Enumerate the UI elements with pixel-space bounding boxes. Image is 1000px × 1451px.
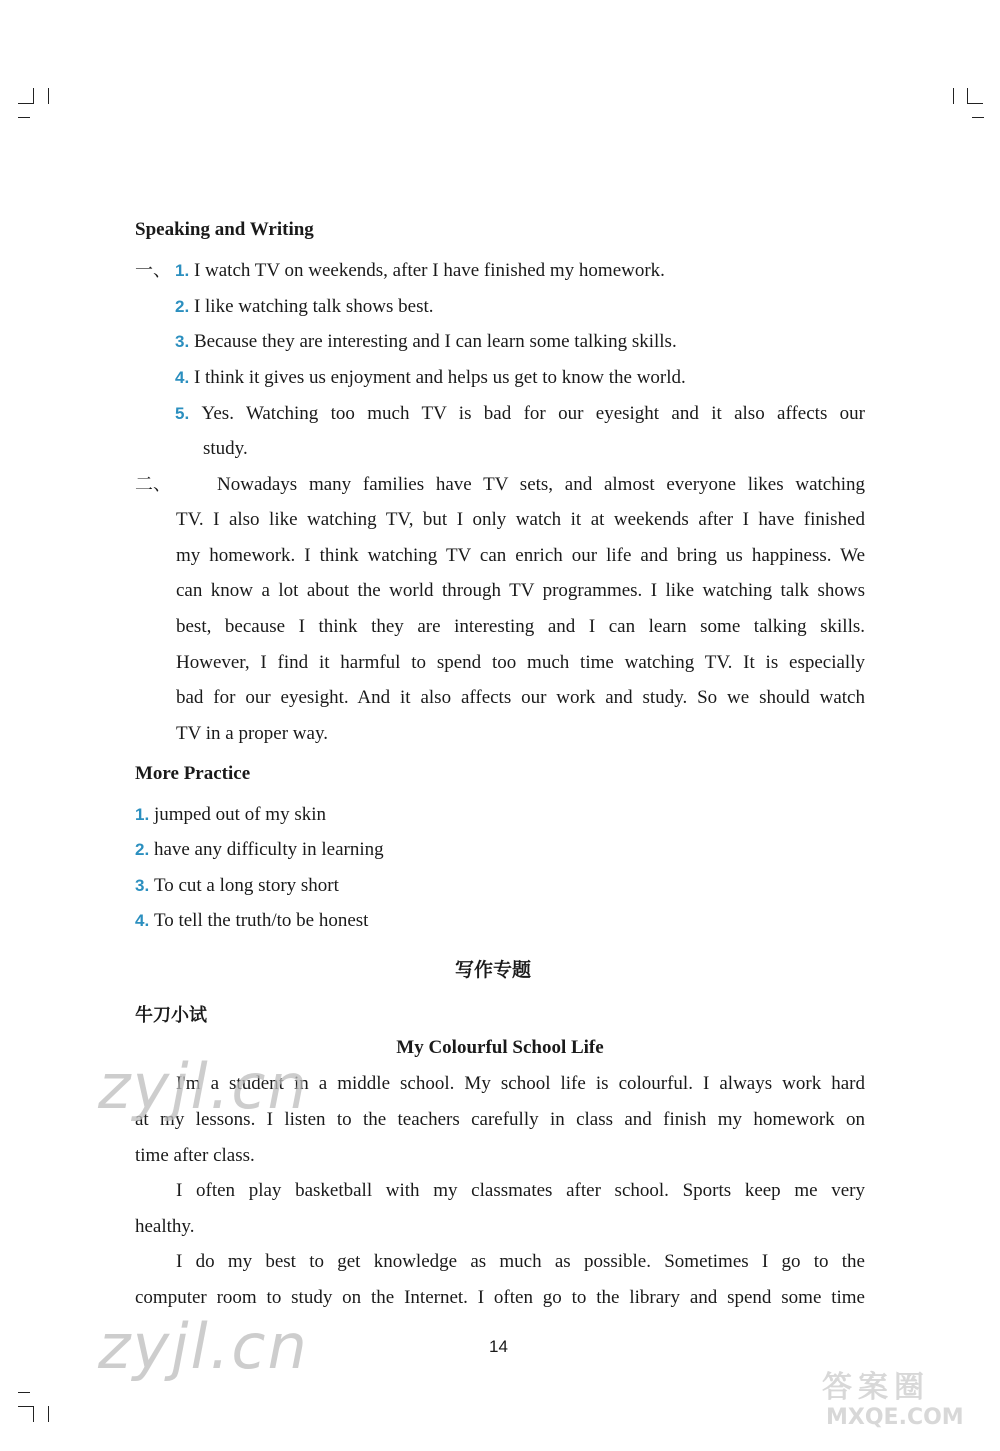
paragraph-line: TV in a proper way.	[176, 723, 328, 744]
paragraph-line: bad for our eyesight. And it also affects our work and study. So we should watch	[176, 687, 865, 708]
paragraph-line: can know a lot about the world through TV programmes. I like watching talk shows	[176, 580, 865, 601]
list-item: 3. To cut a long story short	[135, 875, 339, 896]
part-marker-1: 一、	[135, 260, 171, 281]
paragraph-line: TV. I also like watching TV, but I only watch it at weekends after I have finished	[176, 509, 865, 530]
crop-mark	[18, 103, 34, 104]
crop-mark	[48, 1406, 49, 1422]
crop-mark	[953, 88, 954, 104]
list-item: 4. I think it gives us enjoyment and helps us get to know the world.	[175, 367, 686, 388]
essay-line: I do my best to get knowledge as much as possible. Sometimes I go to the	[176, 1251, 865, 1272]
paragraph-line: Nowadays many families have TV sets, and almost everyone likes watching	[217, 474, 865, 495]
essay-title: My Colourful School Life	[396, 1037, 604, 1058]
crop-mark	[18, 1392, 30, 1393]
list-item: 3. Because they are interesting and I can learn some talking skills.	[175, 331, 677, 352]
crop-mark	[967, 103, 983, 104]
paragraph-line: my homework. I think watching TV can enrich our life and bring us happiness. We	[176, 545, 865, 566]
list-item: 2. I like watching talk shows best.	[175, 296, 434, 317]
watermark-corner-logo: 答案圈	[822, 1370, 930, 1405]
watermark-corner-url: MXQE.COM	[826, 1405, 964, 1430]
crop-mark	[48, 88, 49, 104]
crop-mark	[33, 1406, 34, 1422]
crop-mark	[972, 117, 984, 118]
essay-line: at my lessons. I listen to the teachers carefully in class and finish my homework on	[135, 1109, 865, 1130]
section-title-writing: 写作专题	[455, 959, 532, 981]
list-item: 1. I watch TV on weekends, after I have finished my homework.	[175, 260, 665, 281]
essay-line: I'm a student in a middle school. My school life is colourful. I always work hard	[176, 1073, 865, 1094]
crop-mark	[33, 88, 34, 104]
watermark-zyjl: zyjl.cn	[98, 1050, 309, 1123]
part-marker-2: 二、	[135, 474, 171, 495]
essay-line: computer room to study on the Internet. I often go to the library and spend some time	[135, 1287, 865, 1308]
section-title-speaking-writing: Speaking and Writing	[135, 219, 314, 240]
list-item: 1. jumped out of my skin	[135, 804, 326, 825]
section-title-more-practice: More Practice	[135, 763, 251, 784]
crop-mark	[18, 1406, 34, 1407]
crop-mark	[18, 117, 30, 118]
paragraph-line: However, I find it harmful to spend too much time watching TV. It is especially	[176, 652, 865, 673]
crop-mark	[967, 88, 968, 104]
essay-line: healthy.	[135, 1216, 195, 1237]
essay-line: I often play basketball with my classmates after school. Sports keep me very	[176, 1180, 865, 1201]
paragraph-line: best, because I think they are interesting and I can learn some talking skills.	[176, 616, 865, 637]
watermark-zyjl: zyjl.cn	[98, 1310, 309, 1383]
list-item: 4. To tell the truth/to be honest	[135, 910, 369, 931]
list-item-continuation: study.	[203, 438, 248, 459]
subsection-title: 牛刀小试	[135, 1005, 207, 1026]
list-item: 2. have any difficulty in learning	[135, 839, 384, 860]
essay-line: time after class.	[135, 1145, 255, 1166]
list-item: 5. Yes. Watching too much TV is bad for our eyesight and it also affects our	[175, 403, 866, 424]
page-number: 14	[489, 1337, 508, 1356]
